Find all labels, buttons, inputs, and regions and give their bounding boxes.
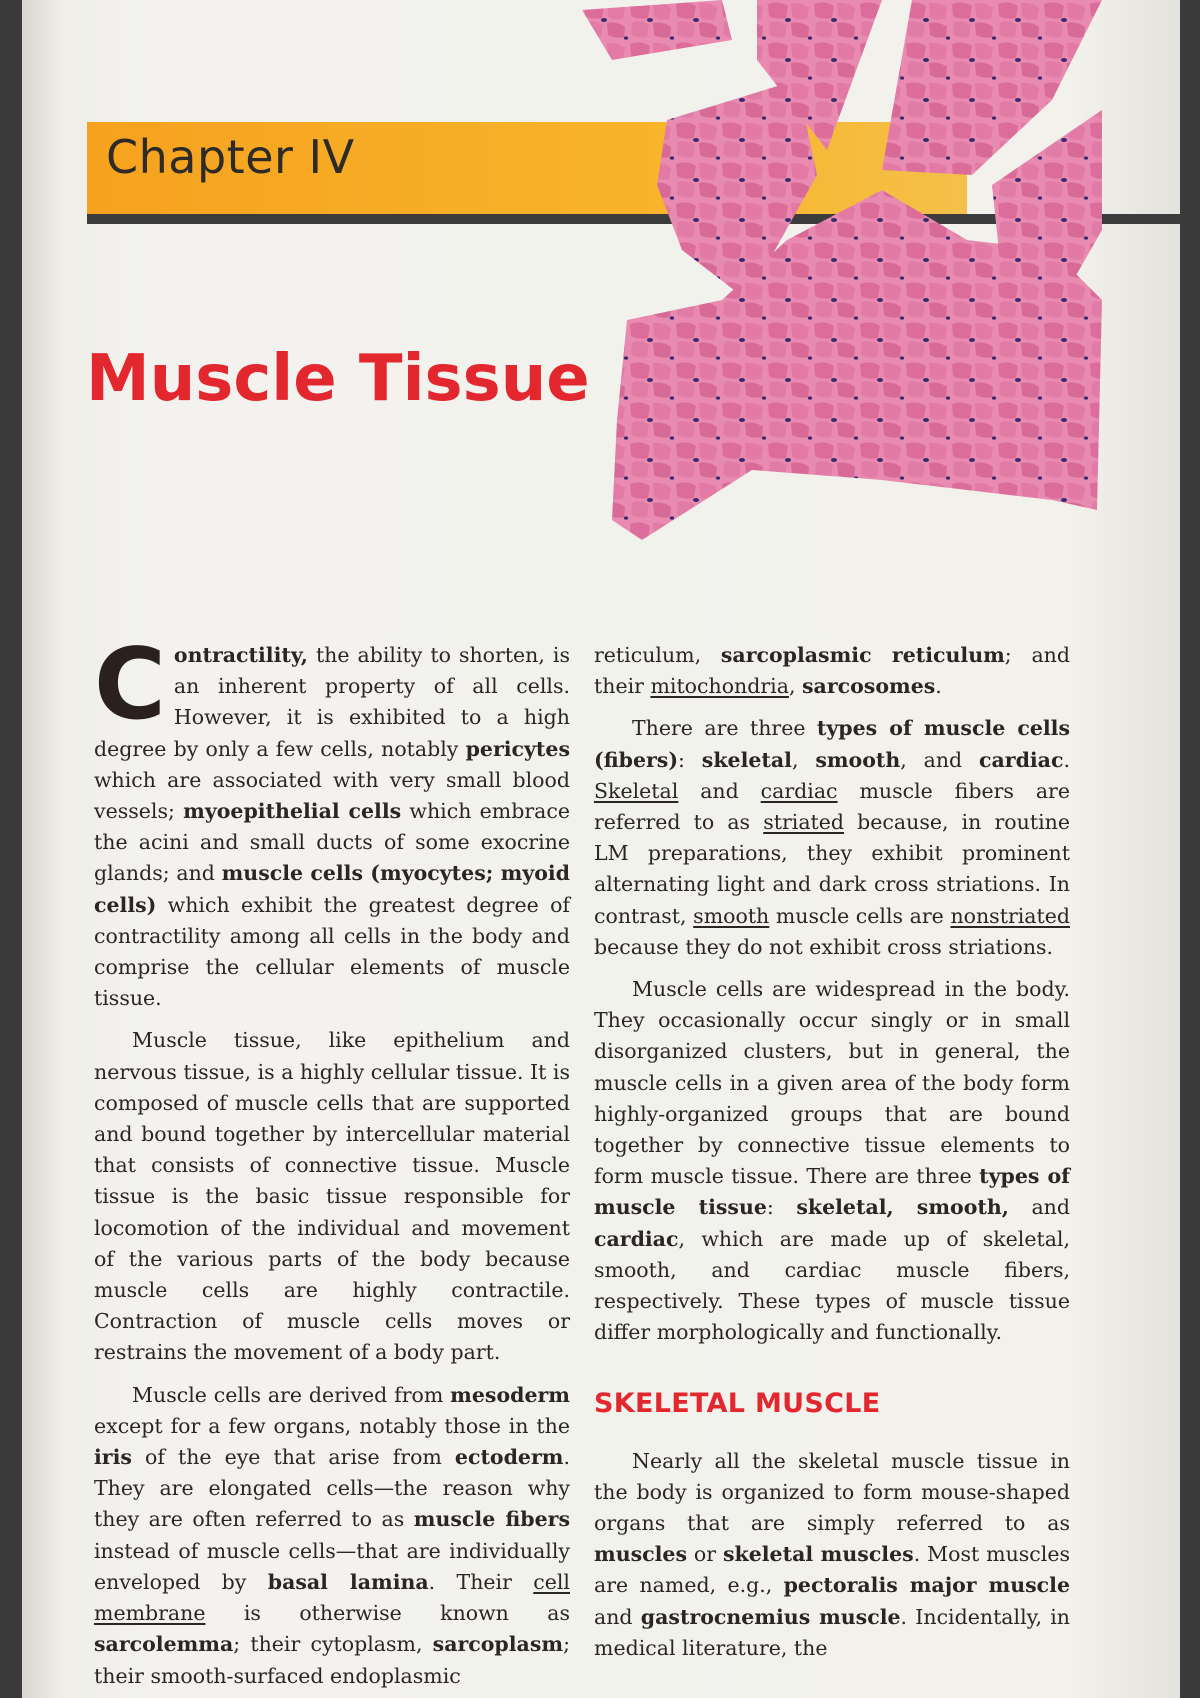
term: myoepithelial cells bbox=[183, 799, 402, 824]
term: skeletal muscles bbox=[722, 1542, 914, 1567]
term: pericytes bbox=[465, 736, 570, 761]
text-run: . Most muscles are named, e.g., bbox=[594, 1542, 1070, 1598]
chapter-label: Chapter IV bbox=[106, 130, 355, 184]
text-run: . Incidentally, in medical literature, the bbox=[594, 1604, 1070, 1660]
term: muscle fibers bbox=[413, 1507, 570, 1532]
term: mitochondria bbox=[650, 674, 789, 699]
text-run: Muscle cells are widespread in the body. They occasionally occur singly or in small disorganized clusters, but in general, the muscle cells in a given area of the body form highly-organized groups that are bound together by connective tissue elements to form muscle tissue. There are three bbox=[594, 977, 1070, 1189]
term: smooth bbox=[815, 747, 901, 772]
text-run: muscle fibers are referred to as bbox=[594, 778, 1070, 835]
term: sarcosomes bbox=[802, 674, 936, 699]
term: iris bbox=[94, 1445, 132, 1470]
paragraph bbox=[94, 1380, 570, 1692]
text-run: reticulum, bbox=[594, 643, 721, 667]
book-page bbox=[22, 0, 1180, 1698]
section-heading: SKELETAL MUSCLE bbox=[594, 1388, 881, 1420]
text-run: , and bbox=[900, 747, 979, 772]
text-run: ; their cytoplasm, bbox=[233, 1632, 433, 1657]
term: skeletal, smooth, bbox=[796, 1195, 1009, 1220]
text-run: and bbox=[678, 778, 761, 803]
drop-cap: C bbox=[94, 628, 166, 742]
text-run: There are three bbox=[632, 716, 817, 741]
term: muscle cells (myocytes; myoid cells) bbox=[94, 861, 571, 917]
term: cardiac bbox=[979, 747, 1064, 772]
text-run: , bbox=[788, 674, 803, 699]
text-run: and bbox=[1008, 1195, 1070, 1220]
text-run: and bbox=[594, 1604, 641, 1629]
right-column bbox=[594, 640, 1070, 1675]
term: gastrocnemius muscle bbox=[640, 1604, 901, 1629]
term: pectoralis major muscle bbox=[783, 1573, 1070, 1598]
text-run: or bbox=[687, 1542, 723, 1567]
paragraph bbox=[594, 1446, 1070, 1664]
text-run: ; and their bbox=[594, 643, 1070, 699]
text-run: muscle cells are bbox=[769, 903, 951, 928]
text-run: , which are made up of skeletal, smooth, and cardiac muscle fibers, respectively. These types of muscle tissue differ morphologically and functionally. bbox=[594, 1226, 1070, 1345]
text-run: which embrace the acini and small ducts of some exocrine glands; and bbox=[94, 799, 571, 886]
term: mesoderm bbox=[450, 1382, 570, 1407]
text-run: . bbox=[1063, 747, 1070, 772]
term: cell membrane bbox=[94, 1569, 570, 1626]
term: nonstriated bbox=[950, 903, 1071, 928]
term: basal lamina bbox=[267, 1569, 429, 1594]
muscle-histology-image bbox=[582, 0, 1180, 560]
left-column bbox=[94, 628, 571, 1698]
paragraph bbox=[594, 974, 1070, 1348]
text-run: ; their smooth-surfaced endoplasmic bbox=[94, 1632, 570, 1688]
term: cardiac bbox=[594, 1226, 679, 1251]
term: types of muscle cells (fibers) bbox=[594, 716, 1070, 772]
term: ectoderm bbox=[454, 1445, 564, 1470]
tissue-fragment bbox=[582, 0, 732, 60]
text-run: is otherwise known as bbox=[205, 1601, 570, 1626]
text-run: , bbox=[791, 747, 816, 772]
text-run: . bbox=[935, 674, 942, 699]
text-run: . Their bbox=[428, 1569, 534, 1594]
paragraph bbox=[94, 628, 571, 1014]
term: ontractility, bbox=[173, 643, 308, 667]
term: Skeletal bbox=[594, 778, 679, 803]
text-run: the ability to shorten, is an inherent property of all cells. However, it is exhibited to a high degree by only a few cells, notably bbox=[94, 643, 570, 761]
paragraph: Muscle tissue, like epithelium and nervous tissue, is a highly cellular tissue. It is composed of muscle cells that are supported and bound together by intercellular material that consists of connective tissue. Muscle tissue is the basic tissue responsible for locomotion of the individual and movement of the various parts of the body because muscle cells are highly contractile. Contraction of muscle cells moves or restrains the movement of a body part. bbox=[94, 1028, 570, 1365]
term: types of muscle tissue bbox=[594, 1164, 1070, 1220]
term: sarcoplasm bbox=[432, 1632, 564, 1657]
page-title: Muscle Tissue bbox=[86, 342, 590, 416]
term: muscles bbox=[594, 1542, 687, 1567]
text-run: because, in routine LM preparations, they exhibit prominent alternating light and dark cross striations. In contrast, bbox=[594, 810, 1070, 928]
term: sarcoplasmic reticulum bbox=[720, 643, 1005, 667]
term: striated bbox=[763, 810, 845, 835]
paragraph bbox=[594, 640, 1070, 702]
term: cardiac bbox=[760, 778, 838, 803]
text-run: Nearly all the skeletal muscle tissue in the body is organized to form mouse-shaped organs that are simply referred to as bbox=[594, 1448, 1070, 1536]
text-run: . They are elongated cells—the reason why they are often referred to as bbox=[94, 1445, 570, 1532]
term: sarcolemma bbox=[94, 1632, 234, 1657]
text-run: Muscle cells are derived from bbox=[132, 1382, 451, 1407]
text-run: instead of muscle cells—that are individually enveloped by bbox=[94, 1538, 570, 1594]
paragraph bbox=[594, 713, 1070, 963]
text-run: : bbox=[766, 1195, 797, 1220]
text-run: except for a few organs, notably those in the bbox=[94, 1413, 570, 1438]
text-run: which exhibit the greatest degree of contractility among all cells in the body and comprise the cellular elements of muscle tissue. bbox=[94, 892, 570, 1011]
text-run: of the eye that arise from bbox=[131, 1445, 455, 1470]
term: skeletal bbox=[701, 747, 792, 772]
text-run: which are associated with very small blood vessels; bbox=[94, 767, 570, 824]
text-run: because they do not exhibit cross striations. bbox=[594, 934, 1054, 959]
text-run: : bbox=[678, 747, 702, 772]
term: smooth bbox=[693, 903, 770, 928]
